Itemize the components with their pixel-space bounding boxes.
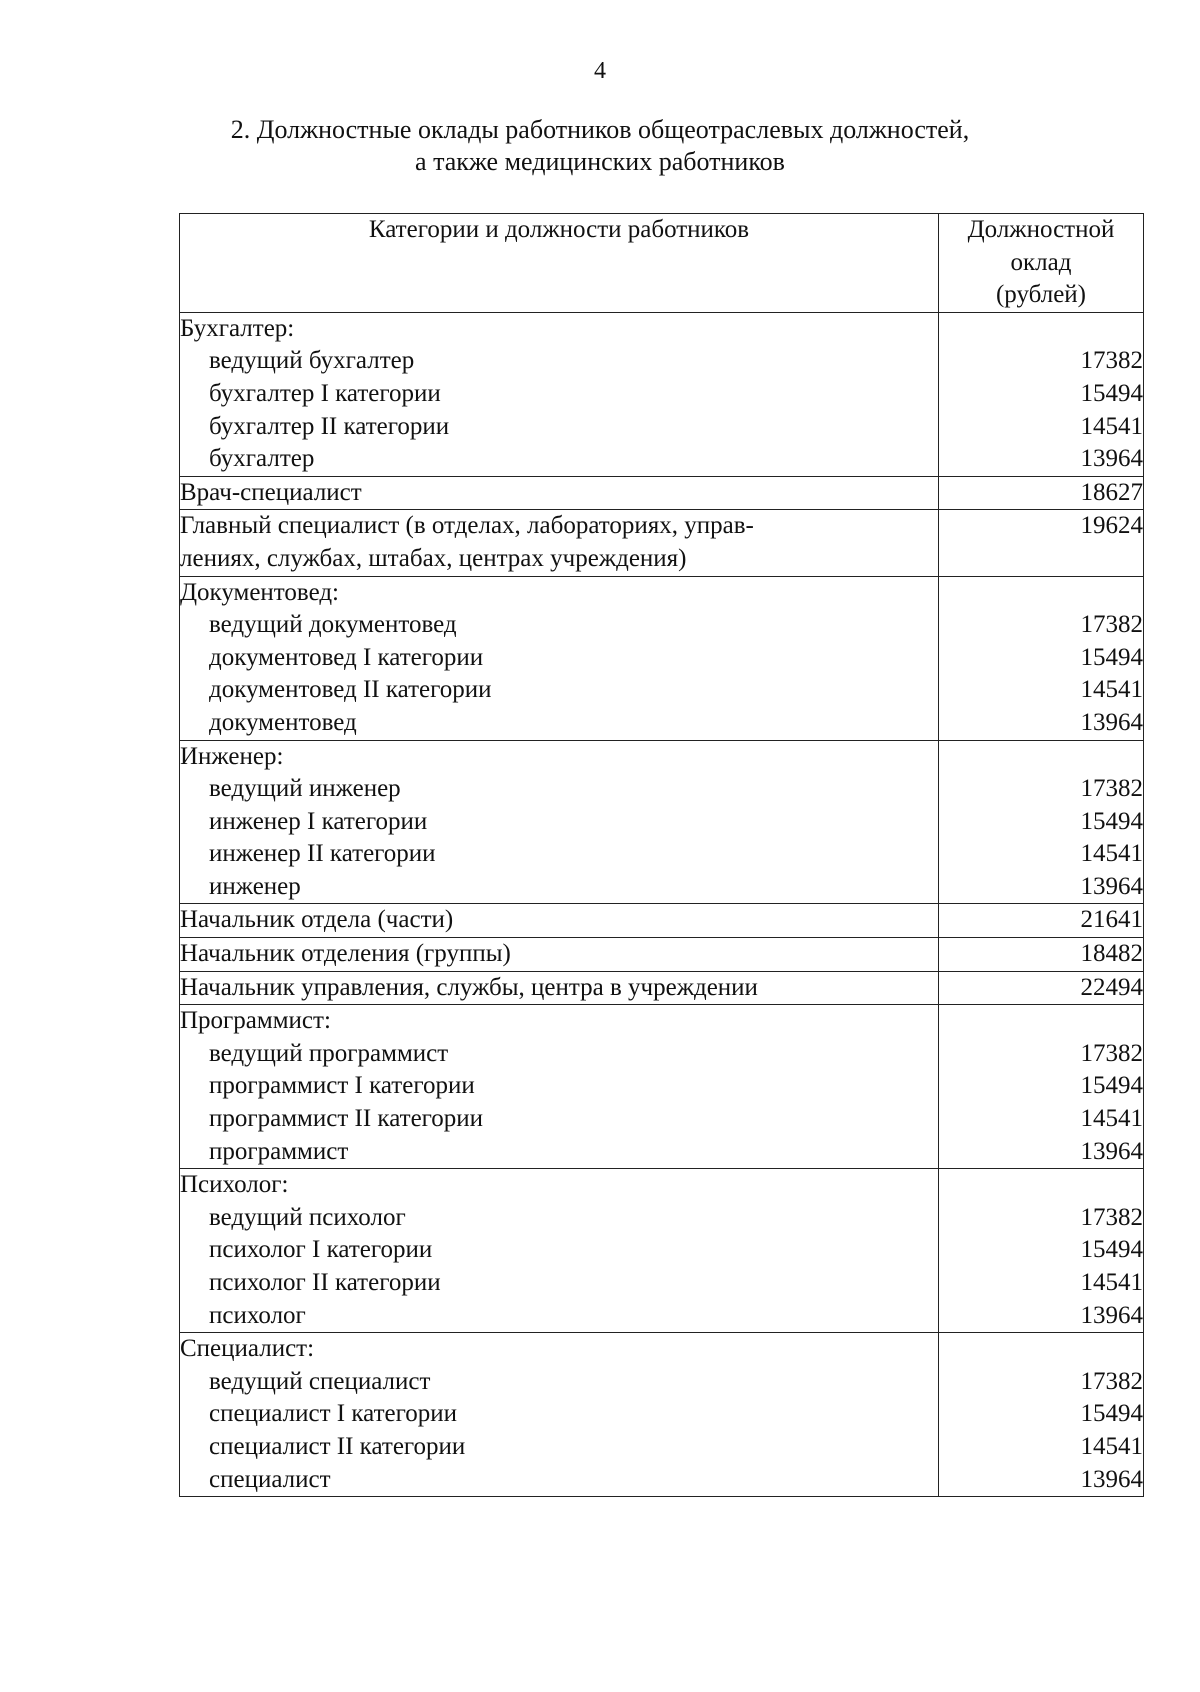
salary-value: 13964 — [1080, 708, 1143, 736]
category-name: Программист: — [180, 1007, 331, 1035]
salary-value: 13964 — [1080, 445, 1143, 473]
position-name: бухгалтер I категории — [209, 379, 441, 407]
header-salary-line: Должностной — [967, 216, 1115, 243]
category-name: Начальник отдела (части) — [180, 906, 454, 934]
salary-value: 15494 — [1080, 807, 1143, 835]
category-name: Врач-специалист — [180, 478, 362, 506]
salary-value: 21641 — [1080, 906, 1143, 934]
position-name: ведущий программист — [209, 1039, 449, 1067]
table-row — [180, 576, 1144, 740]
salary-value: 17382 — [1080, 1039, 1143, 1067]
table-row — [180, 476, 1144, 510]
salary-value: 14541 — [1080, 1432, 1143, 1460]
category-cell — [180, 1005, 939, 1169]
salary-value: 13964 — [1080, 1137, 1143, 1165]
section-title-line-2: а также медицинских работников — [415, 147, 785, 176]
salary-value: 17382 — [1080, 1367, 1143, 1395]
category-name: Психолог: — [180, 1171, 289, 1199]
salary-value — [939, 543, 1143, 576]
category-name: лениях, службах, штабах, центрах учреждения) — [180, 544, 687, 572]
table-body — [180, 312, 1144, 1496]
category-cell — [180, 476, 939, 510]
position-name: психолог I категории — [209, 1236, 433, 1264]
salary-value — [939, 1169, 1143, 1202]
salary-value — [939, 1333, 1143, 1366]
salary-value: 15494 — [1080, 379, 1143, 407]
salary-value: 17382 — [1080, 611, 1143, 639]
table-row — [180, 1169, 1144, 1333]
category-name: Бухгалтер: — [180, 314, 295, 342]
table-row — [180, 740, 1144, 904]
salary-value: 14541 — [1080, 676, 1143, 704]
header-salary-line: оклад — [1010, 248, 1072, 276]
salary-value — [939, 741, 1143, 774]
position-name: психолог — [209, 1301, 306, 1329]
position-name: бухгалтер — [209, 445, 315, 473]
salary-cell — [939, 971, 1144, 1005]
salary-cell — [939, 904, 1144, 938]
table-row — [180, 971, 1144, 1005]
category-name: Документовед: — [180, 578, 339, 606]
position-name: ведущий документовед — [209, 611, 457, 639]
salary-cell — [939, 510, 1144, 576]
salary-cell — [939, 312, 1144, 476]
salary-value: 22494 — [1080, 973, 1143, 1001]
position-name: специалист I категории — [209, 1400, 457, 1428]
category-cell — [180, 740, 939, 904]
position-name: ведущий инженер — [209, 775, 401, 803]
table-row — [180, 510, 1144, 576]
salary-value: 13964 — [1080, 1301, 1143, 1329]
position-name: программист I категории — [209, 1072, 475, 1100]
category-name: Начальник отделения (группы) — [180, 940, 511, 968]
category-name: Главный специалист (в отделах, лабораториях, управ- — [180, 512, 754, 540]
category-cell — [180, 971, 939, 1005]
section-title-line-1: 2. Должностные оклады работников общеотраслевых должностей, — [230, 115, 970, 144]
salary-cell — [939, 938, 1144, 972]
salary-value: 13964 — [1080, 1465, 1143, 1493]
position-name: ведущий бухгалтер — [209, 347, 415, 375]
position-name: инженер II категории — [209, 840, 436, 868]
salary-value — [939, 577, 1143, 610]
position-name: ведущий специалист — [209, 1367, 431, 1395]
header-salary — [939, 214, 1144, 313]
table-row — [180, 938, 1144, 972]
position-name: бухгалтер II категории — [209, 412, 450, 440]
category-cell — [180, 576, 939, 740]
salary-value: 15494 — [1080, 643, 1143, 671]
position-name: специалист — [209, 1465, 331, 1493]
position-name: инженер — [209, 872, 301, 900]
salary-cell — [939, 1333, 1144, 1497]
salary-value: 15494 — [1080, 1400, 1143, 1428]
position-name: специалист II категории — [209, 1432, 466, 1460]
section-title — [0, 114, 1200, 178]
category-cell — [180, 312, 939, 476]
salary-cell — [939, 740, 1144, 904]
salary-value: 18482 — [1080, 940, 1143, 968]
position-name: инженер I категории — [209, 807, 428, 835]
salary-cell — [939, 1005, 1144, 1169]
category-cell — [180, 904, 939, 938]
category-cell — [180, 510, 939, 576]
table-row — [180, 312, 1144, 476]
salary-value: 17382 — [1080, 1203, 1143, 1231]
position-name: психолог II категории — [209, 1269, 441, 1296]
table-row — [180, 1005, 1144, 1169]
salary-value: 14541 — [1080, 1269, 1143, 1296]
table-row — [180, 1333, 1144, 1497]
salary-value: 17382 — [1080, 775, 1143, 803]
position-name: документовед II категории — [209, 676, 492, 704]
salary-value: 14541 — [1080, 840, 1143, 868]
salary-value: 15494 — [1080, 1072, 1143, 1100]
salary-value — [939, 1005, 1143, 1038]
salary-value: 15494 — [1080, 1236, 1143, 1264]
salary-cell — [939, 1169, 1144, 1333]
salary-value: 13964 — [1080, 872, 1143, 900]
salary-table — [179, 213, 1144, 1497]
page-number: 4 — [594, 58, 606, 84]
salary-value: 17382 — [1080, 347, 1143, 375]
table-header-row — [180, 214, 1144, 313]
salary-cell — [939, 576, 1144, 740]
position-name: программист II категории — [209, 1105, 484, 1133]
position-name: документовед I категории — [209, 643, 484, 671]
category-name: Специалист: — [180, 1335, 315, 1363]
salary-value: 14541 — [1080, 1105, 1143, 1133]
salary-value: 14541 — [1080, 412, 1143, 440]
salary-value — [939, 313, 1143, 346]
category-name: Инженер: — [180, 742, 284, 770]
position-name: ведущий психолог — [209, 1203, 406, 1231]
salary-cell — [939, 476, 1144, 510]
position-name: программист — [209, 1137, 349, 1165]
table-row — [180, 904, 1144, 938]
category-cell — [180, 938, 939, 972]
header-salary-line: (рублей) — [995, 281, 1087, 309]
position-name: документовед — [209, 708, 357, 736]
category-cell — [180, 1333, 939, 1497]
category-cell — [180, 1169, 939, 1333]
category-name: Начальник управления, службы, центра в учреждении — [180, 973, 758, 1001]
salary-value: 19624 — [1080, 512, 1143, 540]
salary-value: 18627 — [1080, 478, 1143, 506]
header-category: Категории и должности работников — [180, 214, 939, 313]
